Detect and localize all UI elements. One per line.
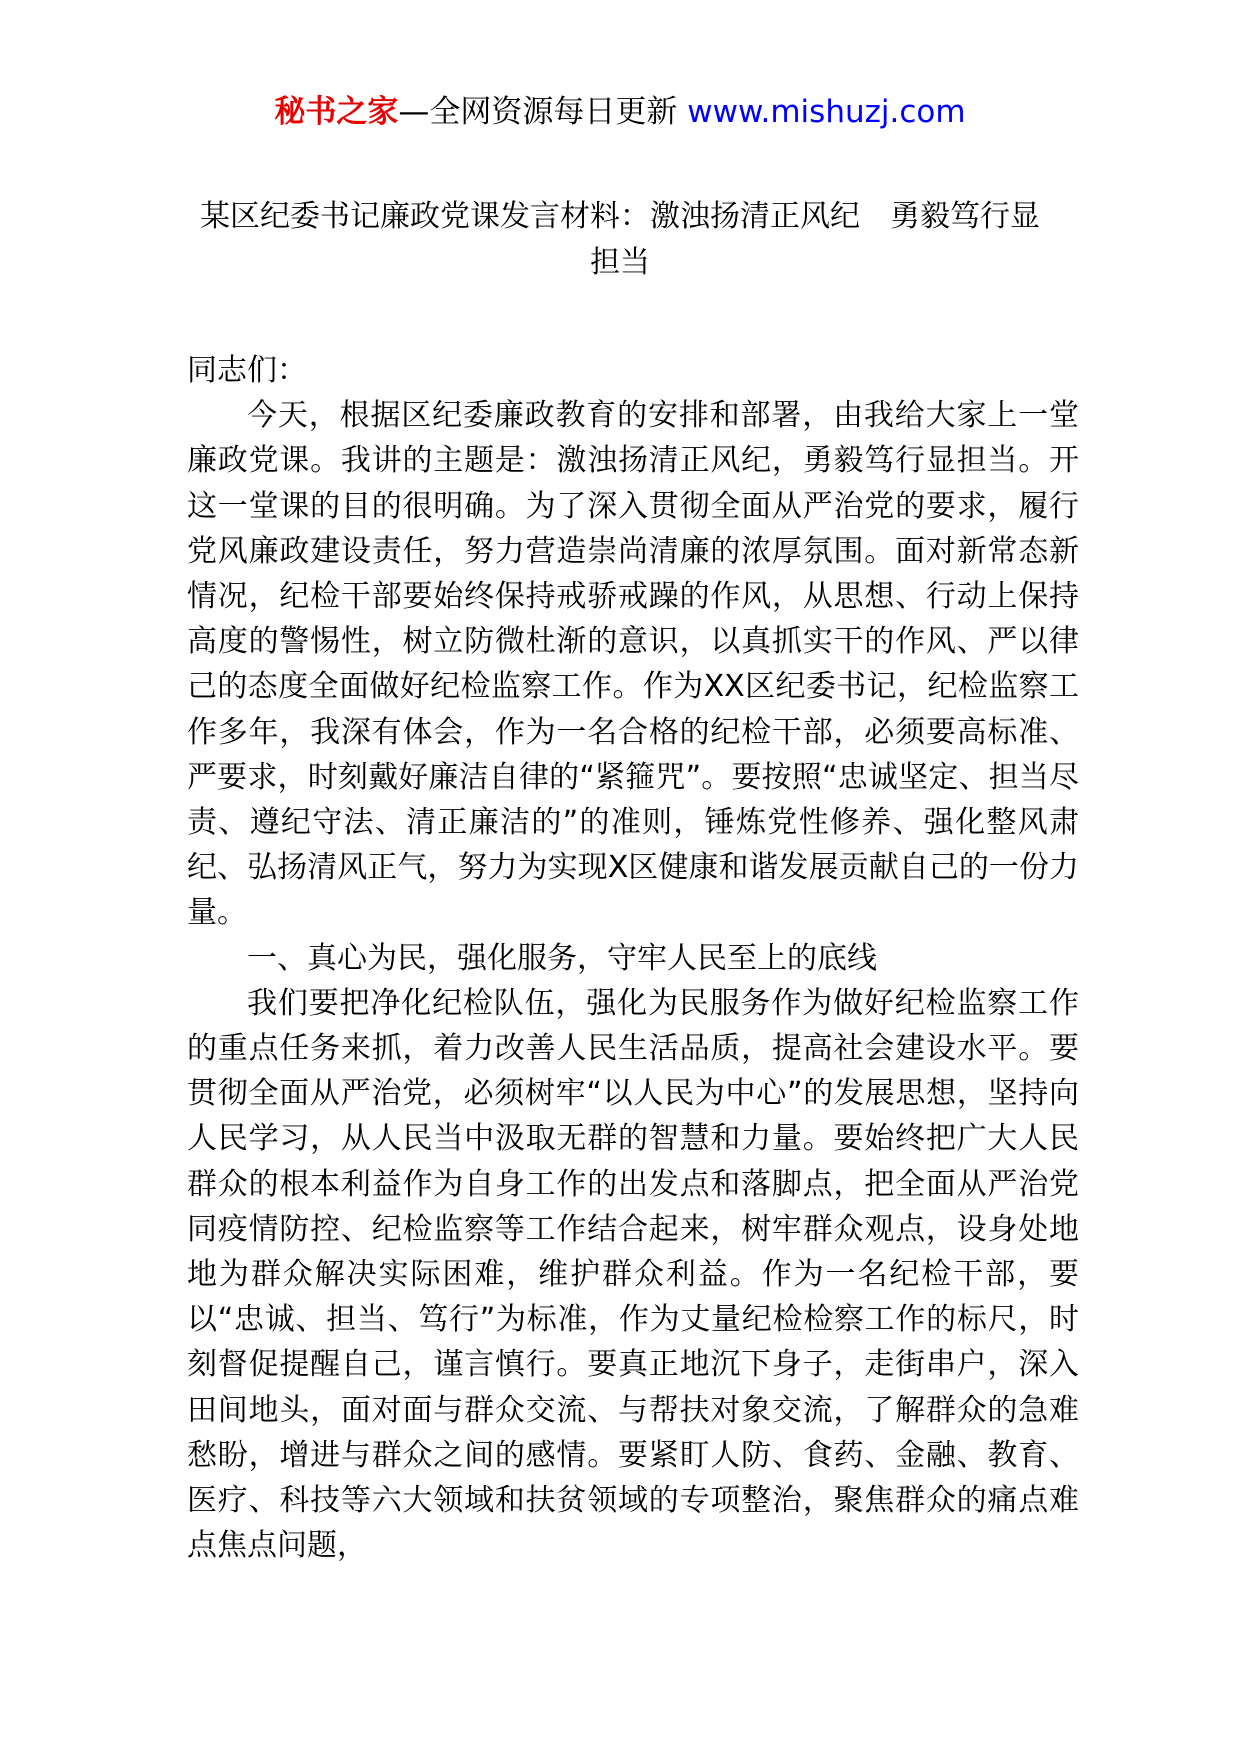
salutation: 同志们： xyxy=(187,353,307,388)
site-header xyxy=(0,92,1240,132)
section-heading-1: 一、真心为民，强化服务，守牢人民至上的底线 xyxy=(247,940,877,976)
document-title: 某区纪委书记廉政党课发言材料：激浊扬清正风纪 勇毅笃行显担当 xyxy=(200,199,1040,280)
document-body xyxy=(187,348,1079,1568)
paragraph-intro: 今天，根据区纪委廉政教育的安排和部署，由我给大家上一堂廉政党课。我讲的主题是：激浊扬清正风纪，勇毅笃行显担当。开这一堂课的目的很明确。为了深入贯彻全面从严治党的要求，履行党风廉政建设责任，努力营造崇尚清廉的浓厚氛围。面对新常态新情况，纪检干部要始终保持戒骄戒躁的作风，从思想、行动上保持高度的警惕性，树立防微杜渐的意识，以真抓实干的作风、严以律己的态度全面做好纪检监察工作。作为XX区纪委书记，纪检监察工作多年，我深有体会，作为一名合格的纪检干部，必须要高标准、严要求，时刻戴好廉洁自律的“紧箍咒”。要按照“忠诚坚定、担当尽责、遵纪守法、清正廉洁的”的准则，锤炼党性修养、强化整风肃纪、弘扬清风正气，努力为实现X区健康和谐发展贡献自己的一份力量。 xyxy=(187,398,1079,931)
site-tagline: —全网资源每日更新 xyxy=(398,94,688,130)
site-url[interactable]: www.mishuzj.com xyxy=(687,94,966,130)
site-brand: 秘书之家 xyxy=(274,94,399,130)
paragraph-section-1: 我们要把净化纪检队伍，强化为民服务作为做好纪检监察工作的重点任务来抓，着力改善人民生活品质，提高社会建设水平。要贯彻全面从严治党，必须树牢“以人民为中心”的发展思想，坚持向人民学习，从人民当中汲取无群的智慧和力量。要始终把广大人民群众的根本利益作为自身工作的出发点和落脚点，把全面从严治党同疫情防控、纪检监察等工作结合起来，树牢群众观点，设身处地地为群众解决实际困难，维护群众利益。作为一名纪检干部，要以“忠诚、担当、笃行”为标准，作为丈量纪检检察工作的标尺，时刻督促提醒自己，谨言慎行。要真正地沉下身子，走街串户，深入田间地头，面对面与群众交流、与帮扶对象交流，了解群众的急难愁盼，增进与群众之间的感情。要紧盯人防、食药、金融、教育、医疗、科技等六大领域和扶贫领域的专项整治，聚焦群众的痛点难点焦点问题， xyxy=(187,985,1079,1564)
